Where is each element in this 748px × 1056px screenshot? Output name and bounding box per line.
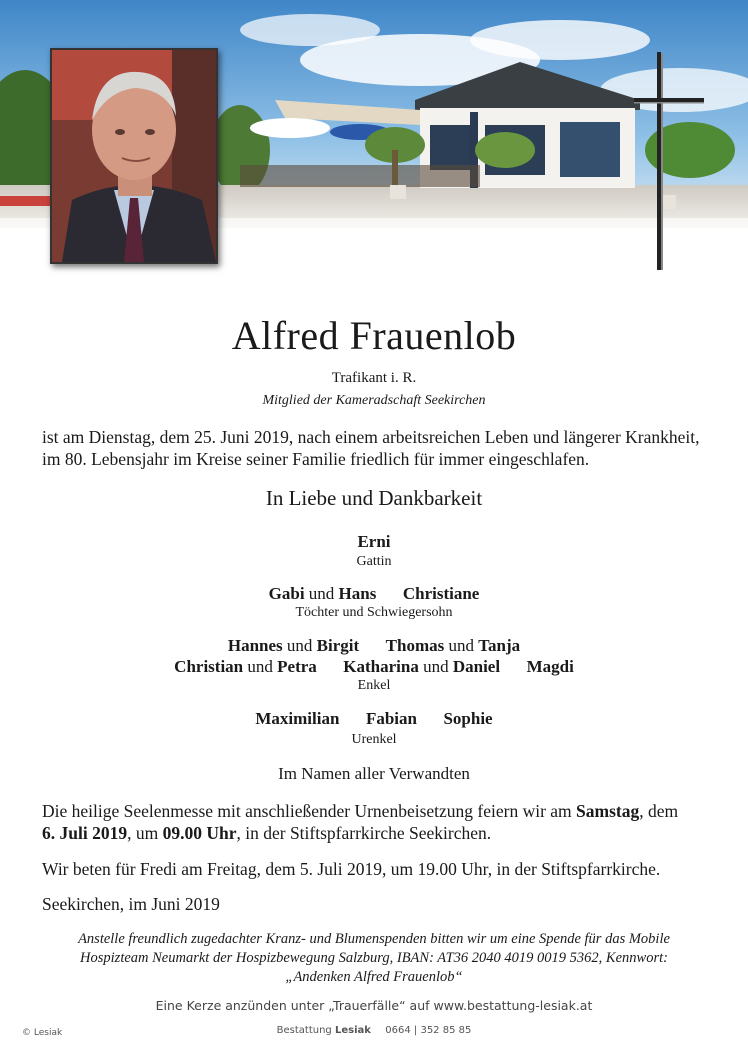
daughter-name-christiane: Christiane	[402, 584, 480, 603]
service-part-2: , dem	[639, 801, 679, 821]
deceased-name: Alfred Frauenlob	[231, 313, 517, 358]
deceased-portrait	[50, 48, 218, 264]
grandchild-name-hannes: Hannes	[227, 636, 283, 655]
grandchildren-role: Enkel	[357, 678, 391, 693]
company-name: Lesiak	[334, 1025, 371, 1036]
announcement-line-2: im 80. Lebensjahr im Kreise seiner Familie friedlich für immer eingeschlafen.	[42, 449, 590, 469]
mourning-heading: In Liebe und Dankbarkeit	[265, 486, 483, 510]
grandchild-name-birgit: Birgit	[316, 636, 360, 655]
place-date: Seekirchen, im Juni 2019	[42, 894, 220, 914]
service-info	[42, 800, 706, 844]
grandchild-name-petra: Petra	[277, 657, 317, 676]
grandchildren-und-1: und	[286, 636, 313, 655]
son-in-law-name-hans: Hans	[338, 584, 377, 603]
service-time: 09.00 Uhr	[162, 823, 237, 843]
grandchildren-row-1	[0, 636, 748, 656]
candle-note[interactable]: Eine Kerze anzünden unter „Trauerfälle“ auf www.bestattung-lesiak.at	[155, 998, 593, 1013]
daughters-names	[0, 584, 748, 604]
service-part-4: , in der Stiftspfarrkirche Seekirchen.	[236, 823, 492, 843]
company-phone: 0664 | 352 85 85	[385, 1025, 472, 1036]
wife-name	[0, 532, 748, 552]
announcement	[42, 426, 706, 470]
prayer-info: Wir beten für Fredi am Freitag, dem 5. Juli 2019, um 19.00 Uhr, in der Stiftspfarrkirche.	[42, 859, 661, 879]
service-part-3: , um	[127, 823, 163, 843]
deceased-membership: Mitglied der Kameradschaft Seekirchen	[262, 393, 486, 408]
great-grandchild-name-sophie: Sophie	[443, 709, 493, 728]
company-prefix: Bestattung	[276, 1025, 332, 1036]
grandchildren-und-3: und	[247, 657, 273, 676]
copyright: © Lesiak	[22, 1028, 63, 1038]
grandchild-name-daniel: Daniel	[452, 657, 501, 676]
daughters-und: und	[308, 584, 335, 603]
grandchild-name-christian: Christian	[174, 657, 244, 676]
great-grandchildren-role: Urenkel	[351, 732, 397, 747]
service-day: Samstag	[576, 801, 640, 821]
great-grandchild-name-maximilian: Maximilian	[255, 709, 340, 728]
daughter-name-gabi: Gabi	[268, 584, 305, 603]
cross-icon	[630, 52, 710, 270]
grandchildren-und-2: und	[448, 636, 474, 655]
grandchildren-und-4: und	[423, 657, 449, 676]
relatives-note: Im Namen aller Verwandten	[278, 764, 470, 783]
service-date: 6. Juli 2019	[42, 823, 128, 843]
footer-company	[0, 1025, 748, 1036]
great-grandchildren-names	[0, 709, 748, 729]
grandchild-name-katharina: Katharina	[343, 657, 419, 676]
daughters-role: Töchter und Schwiegersohn	[295, 605, 453, 620]
grandchildren-row-2	[0, 657, 748, 677]
donation-line-3: „Andenken Alfred Frauenlob“	[285, 969, 463, 985]
announcement-line-1: ist am Dienstag, dem 25. Juni 2019, nach einem arbeitsreichen Leben und längerer Krankheit,	[42, 427, 700, 447]
wife-role: Gattin	[356, 554, 392, 569]
grandchild-name-tanja: Tanja	[478, 636, 521, 655]
wife-name-text: Erni	[357, 532, 391, 551]
grandchild-name-magdi: Magdi	[526, 657, 574, 676]
donation-line-2: Hospizteam Neumarkt der Hospizbewegung Salzburg, IBAN: AT36 2040 4019 0019 5362, Kennwort:	[80, 950, 668, 966]
donation-line-1: Anstelle freundlich zugedachter Kranz- und Blumenspenden bitten wir um eine Spende für das Mobile	[78, 931, 670, 947]
service-part-1: Die heilige Seelenmesse mit anschließender Urnenbeisetzung feiern wir am	[42, 801, 577, 821]
deceased-title: Trafikant i. R.	[331, 370, 417, 386]
donation-note	[0, 930, 748, 987]
grandchild-name-thomas: Thomas	[385, 636, 445, 655]
great-grandchild-name-fabian: Fabian	[365, 709, 417, 728]
